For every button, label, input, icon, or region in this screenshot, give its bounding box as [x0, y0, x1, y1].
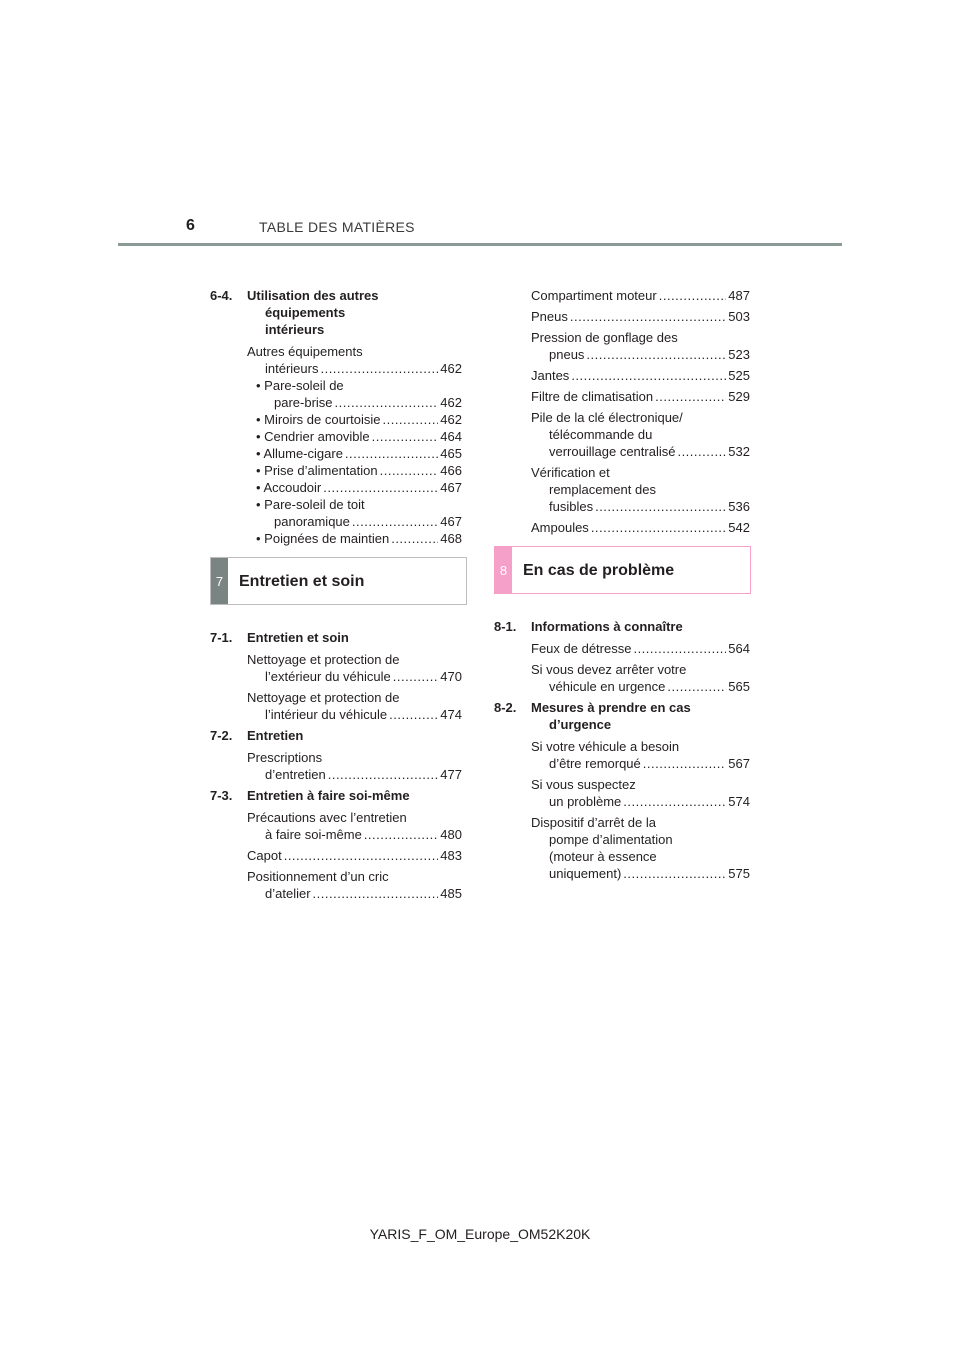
chapter-8-title: En cas de problème — [523, 561, 675, 579]
section-7-2[interactable]: 7-2. Entretien — [210, 728, 304, 743]
header-title: TABLE DES MATIÈRES — [259, 219, 415, 235]
toc-bullet-pare-soleil[interactable]: • Pare-soleil de pare-brise ..... 462 — [247, 377, 462, 411]
chapter-8-tab: 8 — [495, 547, 512, 593]
toc-entry-remorque[interactable]: Si votre véhicule a besoin d’être remorqué ..... 567 — [494, 738, 750, 772]
toc-entry-fusibles[interactable]: Vérification et remplacement des fusibles ..... 536 — [494, 464, 750, 515]
chapter-7-tab: 7 — [211, 558, 228, 604]
section-7-1[interactable]: 7-1. Entretien et soin — [210, 630, 349, 645]
header-rule — [118, 243, 842, 246]
section-6-4[interactable]: 6-4. Utilisation des autres équipements intérieurs — [210, 288, 379, 337]
toc-bullet-accoudoir[interactable]: • Accoudoir ..... 467 — [247, 479, 462, 496]
footer-document-code: YARIS_F_OM_Europe_OM52K20K — [369, 1226, 591, 1242]
chapter-8-header[interactable] — [494, 546, 751, 594]
toc-bullet-prise[interactable]: • Prise d’alimentation ..... 466 — [247, 462, 462, 479]
toc-entry-capot[interactable]: Capot ..... 483 — [210, 847, 462, 864]
toc-entry-pression[interactable]: Pression de gonflage des pneus ..... 523 — [494, 329, 750, 363]
toc-bullet-pare-soleil-toit[interactable]: • Pare-soleil de toit panoramique ..... 467 — [247, 496, 462, 530]
toc-entry-precautions[interactable]: Précautions avec l’entretien à faire soi-même ..... 480 — [210, 809, 462, 843]
toc-bullet-miroirs[interactable]: • Miroirs de courtoisie ..... 462 — [247, 411, 462, 428]
toc-entry-nettoyage-interieur[interactable]: Nettoyage et protection de l’intérieur du véhicule ..... 474 — [210, 689, 462, 723]
toc-entry-pile-cle[interactable]: Pile de la clé électronique/ télécommande du verrouillage centralisé ..... 532 — [494, 409, 750, 460]
section-7-3[interactable]: 7-3. Entretien à faire soi-même — [210, 788, 410, 803]
chapter-7-header[interactable] — [210, 557, 467, 605]
toc-entry-compartiment-moteur[interactable]: Compartiment moteur ..... 487 — [494, 287, 750, 304]
bullet-list — [247, 377, 462, 547]
section-8-2[interactable]: 8-2. Mesures à prendre en cas d’urgence — [494, 700, 691, 732]
toc-entry-filtre[interactable]: Filtre de climatisation ..... 529 — [494, 388, 750, 405]
toc-right-column — [494, 287, 750, 886]
toc-bullet-cendrier[interactable]: • Cendrier amovible ..... 464 — [247, 428, 462, 445]
toc-entry-feux-detresse[interactable]: Feux de détresse ..... 564 — [494, 640, 750, 657]
toc-entry-pompe[interactable]: Dispositif d’arrêt de la pompe d’alimentation (moteur à essence uniquement) ..... 575 — [494, 814, 750, 882]
chapter-7-title: Entretien et soin — [239, 572, 365, 590]
toc-entry-cric[interactable]: Positionnement d’un cric d’atelier ..... 485 — [210, 868, 462, 902]
page-header — [0, 0, 960, 250]
toc-entry-nettoyage-exterieur[interactable]: Nettoyage et protection de l’extérieur du véhicule ..... 470 — [210, 651, 462, 685]
toc-entry-arreter-vehicule[interactable]: Si vous devez arrêter votre véhicule en urgence ..... 565 — [494, 661, 750, 695]
toc-bullet-allume-cigare[interactable]: • Allume-cigare ..... 465 — [247, 445, 462, 462]
toc-entry-ampoules[interactable]: Ampoules ..... 542 — [494, 519, 750, 536]
toc-entry-jantes[interactable]: Jantes ..... 525 — [494, 367, 750, 384]
page-number: 6 — [186, 217, 195, 234]
toc-entry-prescriptions[interactable]: Prescriptions d’entretien ..... 477 — [210, 749, 462, 783]
toc-entry-probleme[interactable]: Si vous suspectez un problème ..... 574 — [494, 776, 750, 810]
toc-entry-autres-equipements[interactable]: Autres équipements intérieurs ..... 462 • Pare-soleil de pare-brise ..... 462 • Miroirs de courtoisie ..... 462 • Cendrier amovible ..... 464 • Allume-cigare ..... 465 • Prise d’alimentation ..... 466 • Accoudoir ..... 467 • Pare-soleil de toit panoramique ..... 467 • Poignées de maintien ..... 468 — [210, 343, 462, 547]
toc-entry-pneus[interactable]: Pneus ..... 503 — [494, 308, 750, 325]
toc-left-column — [210, 287, 462, 906]
section-8-1[interactable]: 8-1. Informations à connaître — [494, 619, 683, 634]
toc-bullet-poignees[interactable]: • Poignées de maintien ..... 468 — [247, 530, 462, 547]
